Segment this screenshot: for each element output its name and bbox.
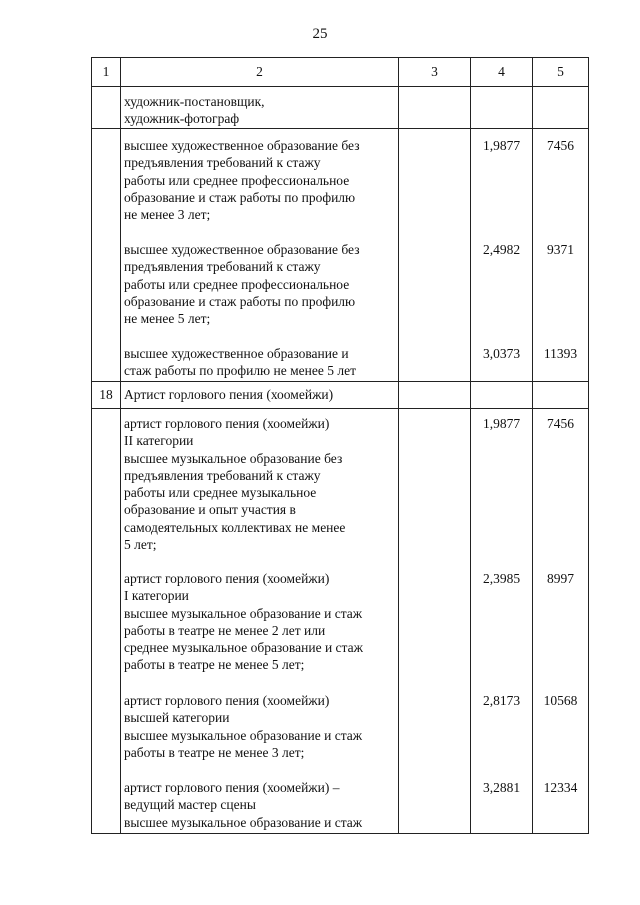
requirement-entry (124, 137, 395, 241)
cell-text: художник-постановщик, (124, 94, 265, 109)
salary-value: 11393 (543, 346, 578, 361)
cell-text: ведущий мастер сцены (124, 797, 256, 813)
cell-text: 5 лет; (124, 537, 157, 553)
column-header: 1 (92, 58, 121, 87)
column-header: 3 (399, 58, 471, 87)
table-row (92, 87, 589, 129)
salary-value: 7456 (547, 416, 574, 431)
row-number-cell (92, 87, 121, 129)
empty-cell (471, 382, 533, 409)
cell-text: работы или среднее профессиональное (124, 172, 350, 188)
requirement-entry (124, 241, 395, 345)
cell-text: высшее художественное образование без (124, 242, 360, 257)
cell-text: стаж работы по профилю не менее 5 лет (124, 363, 356, 379)
row-number-cell (92, 129, 121, 382)
empty-cell (533, 87, 589, 129)
row-number-cell (92, 409, 121, 834)
salary-value: 9371 (547, 242, 574, 257)
coefficient-value: 1,9877 (482, 138, 521, 153)
column-header: 4 (471, 58, 533, 87)
cell-text: артист горлового пения (хоомейжи) – (124, 780, 340, 795)
cell-text: образование и стаж работы по профилю (124, 189, 356, 205)
cell-text: работы или среднее профессиональное (124, 276, 350, 292)
coefficient-value: 3,2881 (482, 780, 521, 795)
cell-text: предъявления требований к стажу (124, 259, 321, 275)
column-header: 5 (533, 58, 589, 87)
cell-text: высшее художественное образование без (124, 138, 360, 153)
requirements-cell (121, 409, 399, 834)
cell-text: высшее художественное образование и (124, 346, 349, 361)
empty-cell (399, 87, 471, 129)
cell-text: самодеятельных коллективах не менее (124, 519, 346, 535)
column-header: 2 (121, 58, 399, 87)
table-row (92, 129, 589, 382)
empty-cell (399, 409, 471, 834)
cell-text: II категории (124, 433, 194, 449)
cell-text: высшее музыкальное образование без (124, 450, 343, 466)
cell-text: работы в театре не менее 3 лет; (124, 744, 305, 760)
empty-cell (471, 87, 533, 129)
cell-text: образование и стаж работы по профилю (124, 293, 356, 309)
position-cell (121, 87, 399, 129)
cell-text: высшее музыкальное образование и стаж (124, 727, 363, 743)
salary-cell (533, 409, 589, 834)
cell-text: высшей категории (124, 710, 230, 726)
coefficient-value: 2,4982 (482, 242, 521, 257)
cell-text: не менее 5 лет; (124, 311, 211, 327)
table-row (92, 382, 589, 409)
table-row (92, 409, 589, 834)
requirement-entry (124, 779, 395, 831)
cell-text: работы в театре не менее 5 лет; (124, 657, 305, 673)
coefficient-cell (471, 129, 533, 382)
empty-cell (399, 129, 471, 382)
cell-text: высшее музыкальное образование и стаж (124, 605, 363, 621)
position-title-cell: Артист горлового пения (хоомейжи) (121, 382, 399, 409)
requirements-cell (121, 129, 399, 382)
table-header-row (92, 58, 589, 87)
salary-value: 8997 (547, 571, 574, 586)
cell-text: I категории (124, 588, 189, 604)
requirement-entry (124, 570, 395, 692)
coefficient-value: 3,0373 (482, 346, 521, 361)
salary-value: 7456 (547, 138, 574, 153)
empty-cell (533, 382, 589, 409)
empty-cell (399, 382, 471, 409)
cell-text: высшее музыкальное образование и стаж (124, 814, 363, 830)
row-number-cell: 18 (92, 382, 121, 409)
coefficient-cell (471, 409, 533, 834)
cell-text: работы или среднее музыкальное (124, 485, 317, 501)
coefficient-value: 1,9877 (482, 416, 521, 431)
cell-text: артист горлового пения (хоомейжи) (124, 416, 330, 431)
page-number: 25 (312, 26, 328, 42)
cell-text: артист горлового пения (хоомейжи) (124, 693, 330, 708)
salary-table (91, 57, 589, 834)
salary-value: 12334 (543, 780, 578, 795)
cell-text: среднее музыкальное образование и стаж (124, 640, 363, 656)
cell-text: не менее 3 лет; (124, 207, 211, 223)
requirement-entry (124, 692, 395, 779)
cell-text: работы в театре не менее 2 лет или (124, 622, 326, 638)
requirement-entry (124, 345, 395, 380)
salary-cell (533, 129, 589, 382)
requirement-entry (124, 415, 395, 570)
cell-text: предъявления требований к стажу (124, 467, 321, 483)
cell-text: предъявления требований к стажу (124, 155, 321, 171)
cell-text: художник-фотограф (124, 111, 240, 127)
coefficient-value: 2,8173 (482, 693, 521, 708)
cell-text: образование и опыт участия в (124, 502, 296, 518)
cell-text: артист горлового пения (хоомейжи) (124, 571, 330, 586)
salary-value: 10568 (543, 693, 578, 708)
coefficient-value: 2,3985 (482, 571, 521, 586)
